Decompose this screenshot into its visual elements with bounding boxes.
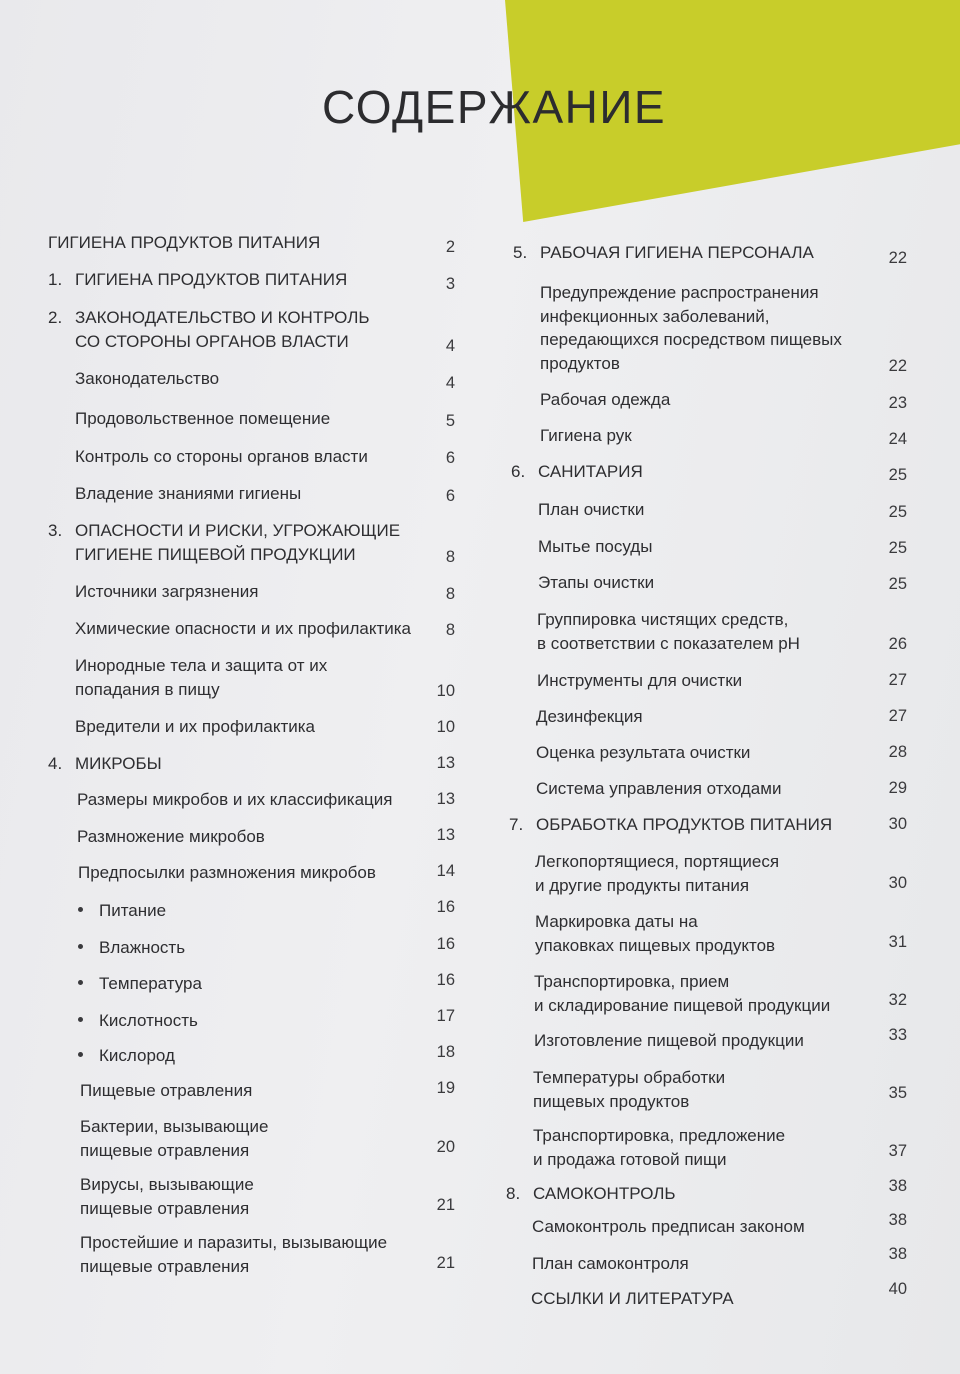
- toc-entry-text: Размножение микробов: [77, 827, 265, 846]
- toc-page-number: 25: [888, 503, 907, 521]
- toc-entry[interactable]: [540, 424, 632, 448]
- toc-entry-text: Источники загрязнения: [75, 582, 259, 601]
- toc-page-number: 38: [888, 1177, 907, 1195]
- toc-entry-text: ГИГИЕНА ПРОДУКТОВ ПИТАНИЯ: [75, 270, 348, 289]
- toc-entry-text: Инородные тела и защита от их: [75, 656, 328, 675]
- toc-entry-text: Вредители и их профилактика: [75, 717, 316, 736]
- toc-entry[interactable]: [75, 580, 258, 604]
- toc-entry[interactable]: [78, 1009, 198, 1033]
- toc-entry-text: Изготовление пищевой продукции: [534, 1031, 804, 1050]
- toc-entry[interactable]: [533, 1066, 725, 1113]
- toc-page-number: 21: [436, 1254, 455, 1272]
- toc-entry[interactable]: [536, 741, 750, 765]
- toc-entry[interactable]: [48, 519, 400, 566]
- toc-entry-text: Кислород: [99, 1046, 175, 1065]
- toc-page-number: 13: [436, 790, 455, 808]
- toc-page-number: 28: [888, 743, 907, 761]
- toc-entry[interactable]: [77, 788, 392, 812]
- toc-entry-text: План очистки: [538, 500, 645, 519]
- toc-entry-text: Самоконтроль предписан законом: [532, 1217, 805, 1236]
- toc-entry[interactable]: [536, 705, 643, 729]
- toc-entry[interactable]: [75, 445, 368, 469]
- toc-page-number: 10: [436, 682, 455, 700]
- toc-entry-text: Кислотность: [99, 1011, 198, 1030]
- toc-page-number: 25: [888, 466, 907, 484]
- toc-entry-text: План самоконтроля: [532, 1254, 689, 1273]
- toc-page-number: 30: [888, 815, 907, 833]
- toc-entry-text: Транспортировка, прием: [534, 972, 730, 991]
- toc-entry-text: Химические опасности и их профилактика: [75, 619, 411, 638]
- toc-entry-text: САНИТАРИЯ: [538, 462, 643, 481]
- toc-entry-text: Предпосылки размножения микробов: [78, 863, 376, 882]
- toc-entry-text: Система управления отходами: [536, 779, 782, 798]
- bullet-icon: [78, 1052, 83, 1057]
- toc-entry[interactable]: [506, 1182, 676, 1206]
- toc-entry[interactable]: [75, 407, 330, 431]
- toc-entry-text: Пищевые отравления: [80, 1081, 253, 1100]
- toc-page-number: 32: [888, 991, 907, 1009]
- toc-entry-text: Температура: [99, 974, 202, 993]
- toc-page-number: 25: [888, 539, 907, 557]
- toc-entry-number: 3.: [48, 521, 63, 540]
- toc-entry-number: 4.: [48, 754, 63, 773]
- toc-page-number: 27: [888, 707, 907, 725]
- toc-entry[interactable]: [48, 752, 162, 776]
- toc-entry[interactable]: [75, 654, 327, 701]
- toc-page-number: 27: [888, 671, 907, 689]
- toc-entry-text: и складирование пищевой продукции: [534, 995, 831, 1015]
- toc-entry-text: Вирусы, вызывающие: [80, 1175, 254, 1194]
- toc-entry[interactable]: [78, 972, 202, 996]
- toc-entry-text: Предупреждение распространения: [540, 283, 819, 302]
- toc-entry[interactable]: [78, 936, 185, 960]
- toc-page-number: 20: [436, 1138, 455, 1156]
- toc-entry-text: Рабочая одежда: [540, 390, 671, 409]
- toc-entry[interactable]: [536, 777, 781, 801]
- toc-entry-text: продуктов: [540, 353, 620, 373]
- toc-page-number: 40: [888, 1280, 907, 1298]
- toc-entry[interactable]: [513, 241, 814, 265]
- toc-entry-text: Бактерии, вызывающие: [80, 1117, 269, 1136]
- toc-entry[interactable]: [78, 861, 376, 885]
- toc-entry[interactable]: [75, 482, 301, 506]
- toc-entry[interactable]: [531, 1287, 734, 1311]
- toc-page-number: 16: [436, 971, 455, 989]
- toc-entry[interactable]: [78, 899, 166, 923]
- toc-page-number: 8: [445, 548, 455, 566]
- toc-entry[interactable]: [538, 498, 644, 522]
- toc-entry[interactable]: [538, 571, 654, 595]
- toc-entry-number: 7.: [509, 815, 524, 834]
- toc-entry-text: Гигиена рук: [540, 426, 632, 445]
- toc-entry-text: передающихся посредством пищевых: [540, 330, 842, 349]
- toc-entry-text: САМОКОНТРОЛЬ: [533, 1184, 676, 1203]
- toc-page-number: 13: [436, 754, 455, 772]
- toc-entry-text: Транспортировка, предложение: [533, 1126, 786, 1145]
- toc-entry-text: Легкопортящиеся, портящиеся: [535, 852, 780, 871]
- toc-entry-number: 1.: [48, 270, 63, 289]
- toc-entry-text: Простейшие и паразиты, вызывающие: [80, 1233, 388, 1252]
- toc-entry-text: Размеры микробов и их классификация: [77, 790, 393, 809]
- toc-entry-text: ОБРАБОТКА ПРОДУКТОВ ПИТАНИЯ: [536, 815, 833, 834]
- toc-page-number: 2: [445, 238, 455, 256]
- toc-entry[interactable]: [78, 1044, 175, 1068]
- toc-page-number: 38: [888, 1245, 907, 1263]
- toc-entry[interactable]: [80, 1115, 268, 1162]
- toc-entry-text: Контроль со стороны органов власти: [75, 447, 368, 466]
- bullet-icon: [78, 944, 83, 949]
- toc-entry-text: ССЫЛКИ И ЛИТЕРАТУРА: [531, 1289, 734, 1308]
- toc-page-number: 6: [445, 487, 455, 505]
- toc-page-number: 8: [445, 621, 455, 639]
- toc-entry-number: 5.: [513, 243, 528, 262]
- toc-entry-text: ОПАСНОСТИ И РИСКИ, УГРОЖАЮЩИЕ: [75, 521, 401, 540]
- toc-page-number: 8: [445, 585, 455, 603]
- toc-entry[interactable]: [533, 1124, 785, 1171]
- toc-entry-text: и другие продукты питания: [535, 875, 750, 895]
- toc-page-number: 18: [436, 1043, 455, 1061]
- toc-entry[interactable]: [48, 268, 347, 292]
- toc-entry-text: ГИГИЕНА ПРОДУКТОВ ПИТАНИЯ: [48, 233, 321, 252]
- toc-page-number: 38: [888, 1211, 907, 1229]
- toc-entry-text: Влажность: [99, 938, 186, 957]
- toc-entry-text: ЗАКОНОДАТЕЛЬСТВО И КОНТРОЛЬ: [75, 308, 370, 327]
- toc-entry[interactable]: [534, 1029, 804, 1053]
- toc-page-number: 19: [436, 1079, 455, 1097]
- toc-entry[interactable]: [534, 970, 830, 1017]
- toc-page-number: 4: [445, 374, 455, 392]
- toc-entry-text: РАБОЧАЯ ГИГИЕНА ПЕРСОНАЛА: [540, 243, 814, 262]
- toc-entry-text: и продажа готовой пищи: [533, 1149, 727, 1169]
- toc-entry[interactable]: [75, 715, 315, 739]
- toc-page-number: 22: [888, 249, 907, 267]
- toc-page-number: 25: [888, 575, 907, 593]
- toc-entry-text: пищевые отравления: [80, 1198, 250, 1218]
- toc-entry[interactable]: [540, 281, 842, 375]
- toc-entry[interactable]: [538, 535, 652, 559]
- toc-page-number: 14: [436, 862, 455, 880]
- toc-page-number: 13: [436, 826, 455, 844]
- toc-entry-text: ГИГИЕНЕ ПИЩЕВОЙ ПРОДУКЦИИ: [75, 544, 356, 564]
- toc-entry-text: Температуры обработки: [533, 1068, 726, 1087]
- toc-entry-text: Мытье посуды: [538, 537, 653, 556]
- toc-page-number: 16: [436, 898, 455, 916]
- toc-entry-text: пищевые отравления: [80, 1140, 250, 1160]
- toc-page-number: 33: [888, 1026, 907, 1044]
- toc-entry-text: Продовольственное помещение: [75, 409, 331, 428]
- toc-page-number: 22: [888, 357, 907, 375]
- toc-entry[interactable]: [511, 460, 643, 484]
- toc-entry-text: Питание: [99, 901, 167, 920]
- toc-entry[interactable]: [80, 1173, 254, 1220]
- toc-page-number: 5: [445, 412, 455, 430]
- toc-entry-text: Законодательство: [75, 369, 220, 388]
- toc-page-number: 10: [436, 718, 455, 736]
- toc-entry-text: Оценка результата очистки: [536, 743, 751, 762]
- toc-page-number: 4: [445, 337, 455, 355]
- toc-entry[interactable]: [80, 1231, 387, 1278]
- toc-entry-text: попадания в пищу: [75, 679, 220, 699]
- toc-entry-text: упаковках пищевых продуктов: [535, 935, 776, 955]
- toc-entry-number: 2.: [48, 308, 63, 327]
- toc-entry[interactable]: [535, 910, 775, 957]
- toc-entry[interactable]: [535, 850, 779, 897]
- toc-page-number: 29: [888, 779, 907, 797]
- toc-entry[interactable]: [509, 813, 832, 837]
- toc-page-number: 37: [888, 1142, 907, 1160]
- toc-page-number: 21: [436, 1196, 455, 1214]
- toc-entry-text: МИКРОБЫ: [75, 754, 162, 773]
- toc-entry[interactable]: [540, 388, 670, 412]
- toc-page-number: 24: [888, 430, 907, 448]
- toc-page-number: 3: [445, 275, 455, 293]
- toc-entry-text: Инструменты для очистки: [537, 671, 743, 690]
- toc-page-number: 26: [888, 635, 907, 653]
- toc-entry-text: пищевые отравления: [80, 1256, 250, 1276]
- toc-entry-text: Маркировка даты на: [535, 912, 698, 931]
- toc-entry-text: СО СТОРОНЫ ОРГАНОВ ВЛАСТИ: [75, 331, 349, 351]
- toc-entry[interactable]: [75, 617, 411, 641]
- toc-entry[interactable]: [48, 231, 320, 255]
- toc-entry-text: Владение знаниями гигиены: [75, 484, 302, 503]
- toc-entry[interactable]: [532, 1252, 689, 1276]
- toc-page-number: 30: [888, 874, 907, 892]
- toc-entry-text: Этапы очистки: [538, 573, 655, 592]
- toc-entry-number: 6.: [511, 462, 526, 481]
- toc-page-number: 17: [436, 1007, 455, 1025]
- toc-page-number: 23: [888, 394, 907, 412]
- toc-entry-text: Дезинфекция: [536, 707, 643, 726]
- toc-entry-number: 8.: [506, 1184, 521, 1203]
- toc-entry-text: в соответствии с показателем pH: [537, 633, 800, 653]
- toc-entry[interactable]: [80, 1079, 252, 1103]
- toc-page-number: 6: [445, 449, 455, 467]
- toc-entry[interactable]: [75, 367, 219, 391]
- toc-page-number: 16: [436, 935, 455, 953]
- toc-entry-text: Группировка чистящих средств,: [537, 610, 789, 629]
- toc-entry[interactable]: [537, 608, 800, 655]
- toc-entry-text: инфекционных заболеваний,: [540, 306, 770, 326]
- toc-entry[interactable]: [77, 825, 265, 849]
- bullet-icon: [78, 980, 83, 985]
- bullet-icon: [78, 907, 83, 912]
- toc-page-number: 31: [888, 933, 907, 951]
- toc-entry-text: пищевых продуктов: [533, 1091, 690, 1111]
- toc-entry[interactable]: [48, 306, 370, 353]
- toc-page-number: 35: [888, 1084, 907, 1102]
- bullet-icon: [78, 1017, 83, 1022]
- toc-entry[interactable]: [532, 1215, 805, 1239]
- toc-entry[interactable]: [537, 669, 742, 693]
- page-title: СОДЕРЖАНИЕ: [322, 81, 667, 133]
